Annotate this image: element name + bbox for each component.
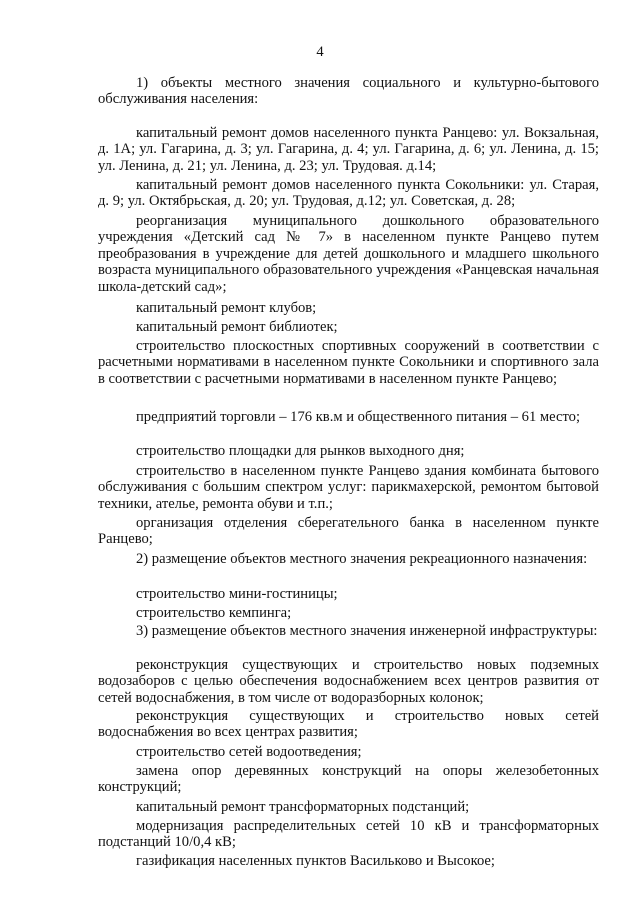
paragraph-poles-replacement: замена опор деревянных конструкций на опоры железобетонных конструкций; <box>98 762 599 796</box>
paragraph-mini-hotel: строительство мини-гостиницы; <box>136 585 338 602</box>
paragraph-transformer-repair: капитальный ремонт трансформаторных подстанций; <box>136 798 470 815</box>
paragraph-recreation-objects: 2) размещение объектов местного значения рекреационного назначения: <box>136 550 588 567</box>
paragraph-consumer-services: строительство в населенном пункте Ранцево здания комбината бытового обслуживания с большим спектром услуг: парикмахерской, ремонтом бытовой техники, ателье, ремонта обуви и т.п.; <box>98 462 599 512</box>
paragraph-rantsevo-houses: капитальный ремонт домов населенного пункта Ранцево: ул. Вокзальная, д. 1А; ул. Гагарина, д. 3; ул. Гагарина, д. 4; ул. Гагарина, д. 6; ул. Ленина, д. 15; ул. Ленина, д. 21; ул. Ленина, д. 23; ул. Трудовая. д.14; <box>98 124 599 174</box>
paragraph-clubs-repair: капитальный ремонт клубов; <box>136 299 317 316</box>
paragraph-camping: строительство кемпинга; <box>136 604 292 621</box>
paragraph-kindergarten-reorganization: реорганизация муниципального дошкольного образовательного учреждения «Детский сад № 7» в населенном пункте Ранцево путем преобразования в учреждение для детей дошкольного и младшего школьного возраста муниципального образовательного учреждения «Ранцевская начальная школа-детский сад»; <box>98 212 599 295</box>
paragraph-trade-catering: предприятий торговли – 176 кв.м и общественного питания – 61 место; <box>136 408 581 425</box>
paragraph-gasification: газификация населенных пунктов Васильково и Высокое; <box>136 852 495 869</box>
paragraph-water-intakes: реконструкция существующих и строительство новых подземных водозаборов с целью обеспечения водоснабжением всех центров развития от сетей водоснабжения, в том числе от водоразборных колонок; <box>98 656 599 706</box>
paragraph-social-objects: 1) объекты местного значения социального и культурно-бытового обслуживания населения: <box>98 74 599 108</box>
page-number: 4 <box>316 44 324 60</box>
paragraph-libraries-repair: капитальный ремонт библиотек; <box>136 318 338 335</box>
paragraph-savings-bank: организация отделения сберегательного банка в населенном пункте Ранцево; <box>98 514 599 548</box>
paragraph-water-networks: реконструкция существующих и строительство новых сетей водоснабжения во всех центрах развития; <box>98 707 599 741</box>
paragraph-weekend-market: строительство площадки для рынков выходного дня; <box>136 442 465 459</box>
paragraph-sokolniki-houses: капитальный ремонт домов населенного пункта Сокольники: ул. Старая, д. 9; ул. Октябрьская, д. 20; ул. Трудовая, д.12; ул. Советская, д. 28; <box>98 176 599 210</box>
paragraph-grid-modernization: модернизация распределительных сетей 10 кВ и трансформаторных подстанций 10/0,4 кВ; <box>98 817 599 851</box>
paragraph-engineering-objects: 3) размещение объектов местного значения инженерной инфраструктуры: <box>136 622 598 639</box>
paragraph-sports-facilities: строительство плоскостных спортивных сооружений в соответствии с расчетными нормативами в населенном пункте Сокольники и спортивного зала в соответствии с расчетными нормативами в населенном пункте Ранцево; <box>98 337 599 387</box>
paragraph-sewerage: строительство сетей водоотведения; <box>136 743 362 760</box>
